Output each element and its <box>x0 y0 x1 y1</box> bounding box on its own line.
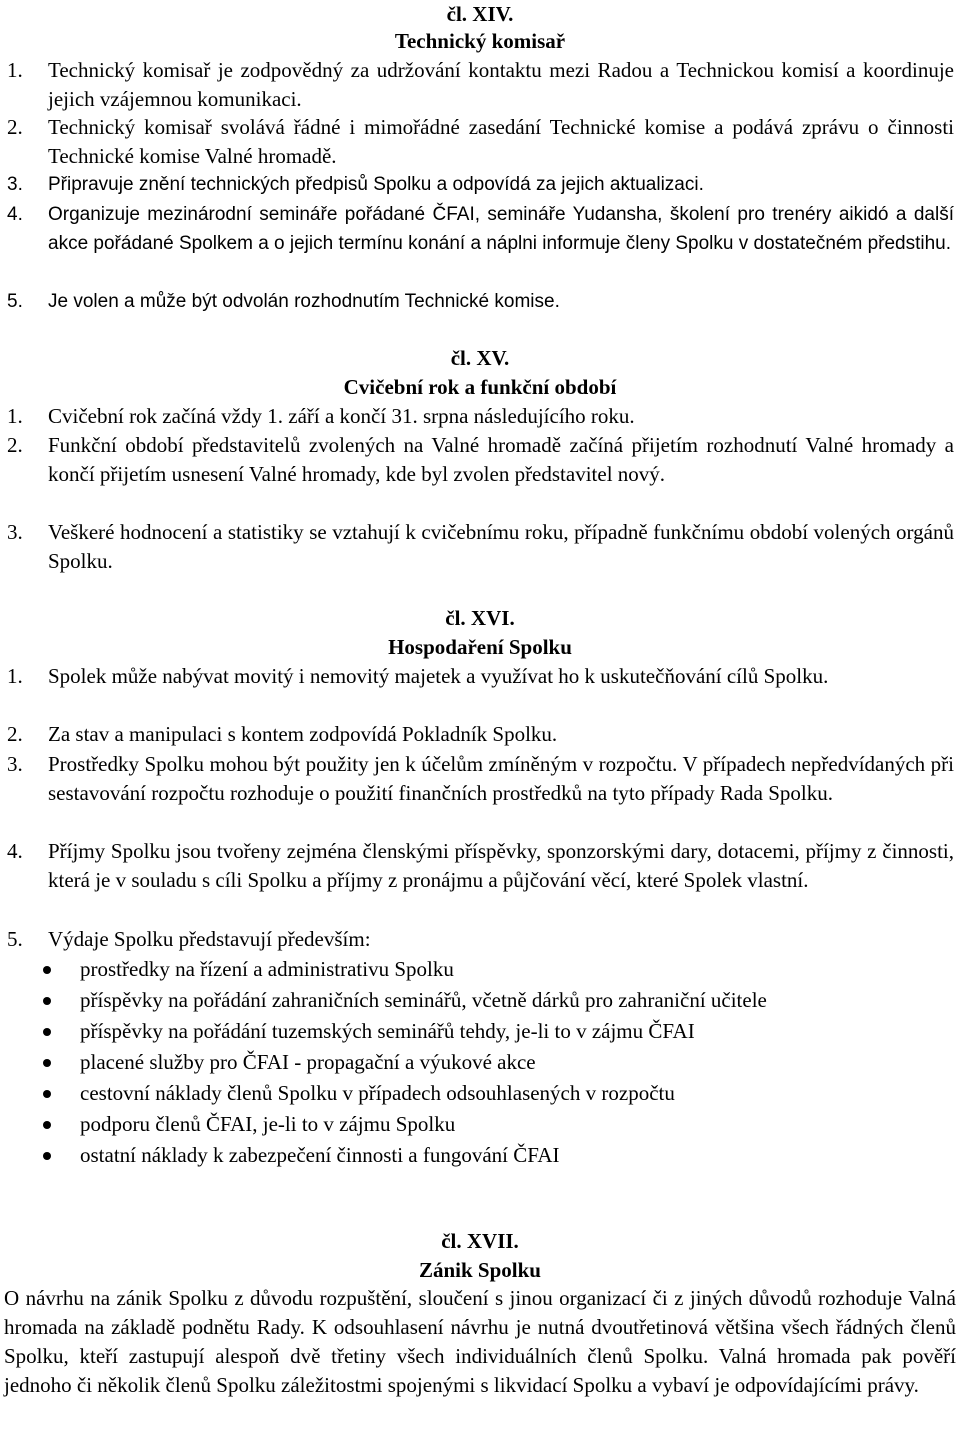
list-item: příspěvky na pořádání tuzemských seminářů tehdy, je-li to v zájmu ČFAI <box>40 1017 940 1048</box>
article-14-item-1 <box>7 56 954 114</box>
item-number: 4. <box>7 204 23 225</box>
article-17-text: O návrhu na zánik Spolku z důvodu rozpuštění, sloučení s jinou organizací či z jiných důvodů rozhoduje Valná hromada na základě podnětu Rady. K odsouhlasení návrhu je nutná dvoutřetinová většina všech řádných členů Spolku, kteří zastupují alespoň dvě třetiny všech individuálních členů Spolku. Valná hromada pak pověří jednoho či několik členů Spolku záležitostmi spojenými s likvidací Spolku a vybaví je odpovídajícími právy. <box>4 1286 956 1397</box>
item-number: 4. <box>7 839 23 863</box>
article-14-item-4 <box>7 200 954 258</box>
item-number: 1. <box>7 664 23 688</box>
bullet-icon <box>43 1152 51 1160</box>
item-text: Je volen a může být odvolán rozhodnutím Technické komise. <box>48 291 560 312</box>
bullet-icon <box>43 1028 51 1036</box>
bullet-icon <box>43 1121 51 1129</box>
article-15-item-2 <box>7 431 954 489</box>
item-number: 1. <box>7 58 23 82</box>
list-item: podporu členů ČFAI, je-li to v zájmu Spolku <box>40 1110 940 1141</box>
article-14-item-2 <box>7 113 954 171</box>
list-item: placené služby pro ČFAI - propagační a výukové akce <box>40 1048 940 1079</box>
item-text: Spolek může nabývat movitý i nemovitý majetek a využívat ho k uskutečňování cílů Spolku. <box>48 664 829 688</box>
article-16-item-1 <box>7 662 954 691</box>
article-16-item-5 <box>7 925 954 954</box>
article-14-item-5 <box>7 287 954 316</box>
item-text: Technický komisař je zodpovědný za udržování kontaktu mezi Radou a Technickou komisí a koordinuje jejich vzájemnou komunikaci. <box>48 58 954 111</box>
item-number: 2. <box>7 115 23 139</box>
article-14-item-3 <box>7 170 954 199</box>
item-text: Technický komisař svolává řádné i mimořádné zasedání Technické komise a podává zprávu o činnosti Technické komise Valné hromadě. <box>48 115 954 168</box>
article-14-title: Technický komisař <box>394 29 566 53</box>
item-number: 2. <box>7 433 23 457</box>
article-16-item-4 <box>7 837 954 895</box>
article-15-title: Cvičební rok a funkční období <box>343 375 617 399</box>
item-number: 3. <box>7 520 23 544</box>
item-text: Příjmy Spolku jsou tvořeny zejména členskými příspěvky, sponzorskými dary, dotacemi, příjmy z činnosti, která je v souladu s cíli Spolku a příjmy z pronájmu a půjčování věcí, které Spolek vlastní. <box>48 839 954 892</box>
item-number: 3. <box>7 752 23 776</box>
list-item: prostředky na řízení a administrativu Spolku <box>40 955 940 986</box>
list-item: cestovní náklady členů Spolku v případech odsouhlasených v rozpočtu <box>40 1079 940 1110</box>
item-text: Veškeré hodnocení a statistiky se vztahují k cvičebnímu roku, případně funkčnímu období volených orgánů Spolku. <box>48 520 954 573</box>
list-item: ostatní náklady k zabezpečení činnosti a fungování ČFAI <box>40 1141 940 1172</box>
bullet-icon <box>43 1059 51 1067</box>
article-15-item-3 <box>7 518 954 576</box>
item-text: Funkční období představitelů zvolených na Valné hromadě začíná přijetím rozhodnutí Valné hromady a končí přijetím usnesení Valné hromady, kde byl zvolen představitel nový. <box>48 433 954 486</box>
article-17-title: Zánik Spolku <box>418 1258 541 1282</box>
bullet-icon <box>43 1090 51 1098</box>
item-number: 5. <box>7 927 23 951</box>
item-text: Za stav a manipulaci s kontem zodpovídá Pokladník Spolku. <box>48 722 558 746</box>
item-text: Organizuje mezinárodní semináře pořádané ČFAI, semináře Yudansha, školení pro trenéry aikidó a další akce pořádané Spolkem a o jejich termínu konání a náplni informuje členy Spolku v dostatečném předstihu. <box>48 204 954 254</box>
item-text: Cvičební rok začíná vždy 1. září a končí 31. srpna následujícího roku. <box>48 404 635 428</box>
article-17-number: čl. XVII. <box>441 1229 519 1253</box>
article-14-number: čl. XIV. <box>446 2 514 26</box>
article-15-item-1 <box>7 402 954 431</box>
article-15-number: čl. XV. <box>450 346 510 370</box>
list-item: příspěvky na pořádání zahraničních seminářů, včetně dárků pro zahraniční učitele <box>40 986 940 1017</box>
item-number: 3. <box>7 174 23 195</box>
item-number: 2. <box>7 722 23 746</box>
item-text: Prostředky Spolku mohou být použity jen k účelům zmíněným v rozpočtu. V případech nepředvídaných při sestavování rozpočtu rozhoduje o použití finančních prostředků na tyto případy Rada Spolku. <box>48 752 954 805</box>
article-16-title: Hospodaření Spolku <box>388 635 572 659</box>
bullet-icon <box>43 966 51 974</box>
article-16-item-3 <box>7 750 954 808</box>
item-text: Výdaje Spolku představují především: <box>48 927 371 951</box>
bullet-icon <box>43 997 51 1005</box>
item-text: Připravuje znění technických předpisů Spolku a odpovídá za jejich aktualizaci. <box>48 174 704 195</box>
article-16-number: čl. XVI. <box>445 606 515 630</box>
article-16-item-2 <box>7 720 954 749</box>
expense-list <box>40 955 940 1172</box>
item-number: 1. <box>7 404 23 428</box>
item-number: 5. <box>7 291 23 312</box>
